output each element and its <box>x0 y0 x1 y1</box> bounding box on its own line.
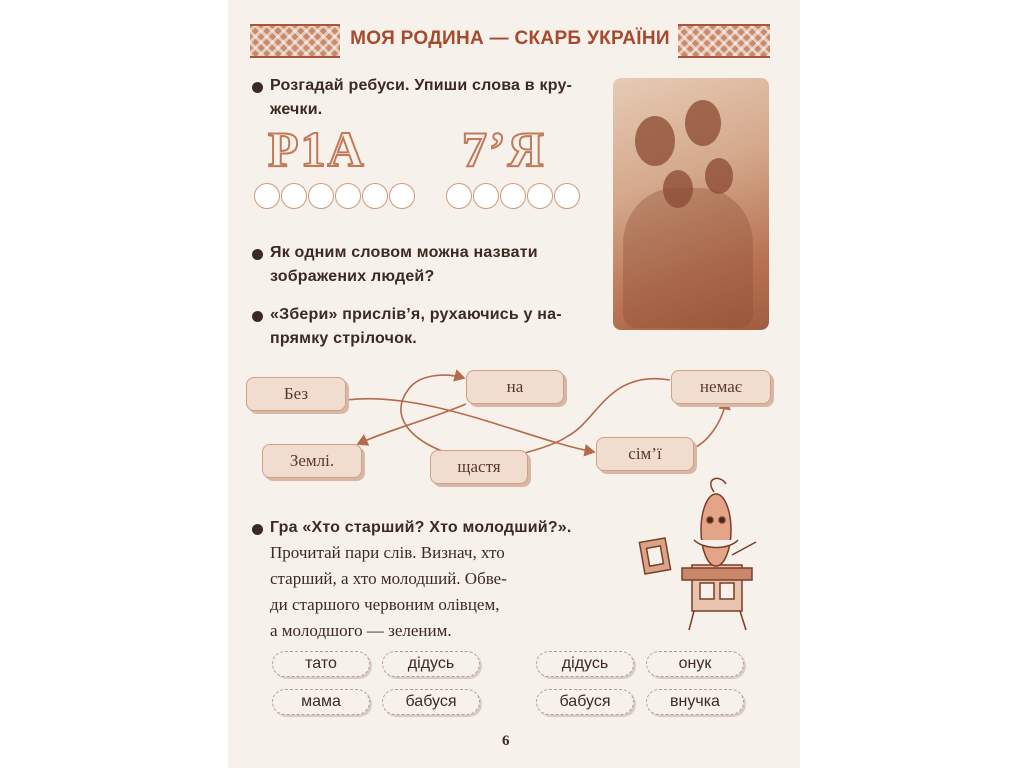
bullet-task2 <box>252 249 263 260</box>
pair-4-left[interactable]: бабуся <box>536 689 634 715</box>
task4-line: Прочитай пари слів. Визнач, хто <box>270 543 505 562</box>
task2-instruction <box>270 241 538 289</box>
pair-3-left[interactable]: дідусь <box>536 651 634 677</box>
rebus-1: Р1А <box>268 121 366 177</box>
page-number: 6 <box>502 733 510 749</box>
task3-instruction <box>270 303 562 351</box>
answer-circle[interactable] <box>389 183 415 209</box>
pair-4-right[interactable]: внучка <box>646 689 744 715</box>
task4-line: а молодшого — зеленим. <box>270 621 452 640</box>
bullet-task3 <box>252 311 263 322</box>
bullet-task4 <box>252 524 263 535</box>
bullet-task1 <box>252 82 263 93</box>
task3-line2: прямку стрілочок. <box>270 330 417 347</box>
answer-circle[interactable] <box>446 183 472 209</box>
task2-line2: зображених людей? <box>270 268 435 285</box>
word-shchastia[interactable]: щастя <box>430 450 528 484</box>
pair-1-right[interactable]: дідусь <box>382 651 480 677</box>
rebus-2-answer-circles[interactable] <box>446 183 580 209</box>
rebus-1-answer-circles[interactable] <box>254 183 415 209</box>
task4-line: ди старшого червоним олівцем, <box>270 595 500 614</box>
word-na[interactable]: на <box>466 370 564 404</box>
rebus-2: 7’Я <box>462 121 546 177</box>
answer-circle[interactable] <box>473 183 499 209</box>
page-title: МОЯ РОДИНА — СКАРБ УКРАЇНИ <box>350 28 670 49</box>
task4-line: старший, а хто молодший. Обве- <box>270 569 507 588</box>
task3-line1: «Збери» прислів’я, рухаючись у на- <box>270 306 562 323</box>
answer-circle[interactable] <box>335 183 361 209</box>
answer-circle[interactable] <box>281 183 307 209</box>
word-nemae[interactable]: немає <box>671 370 771 404</box>
task1-line1: Розгадай ребуси. Упиши слова в кру- <box>270 77 573 94</box>
pair-2-right[interactable]: бабуся <box>382 689 480 715</box>
task4-title: Гра «Хто старший? Хто молодший?». <box>270 519 572 536</box>
pair-1-left[interactable]: тато <box>272 651 370 677</box>
ornament-right <box>678 24 770 58</box>
answer-circle[interactable] <box>554 183 580 209</box>
task1-line2: жечки. <box>270 101 323 118</box>
word-zemli[interactable]: Землі. <box>262 444 362 478</box>
word-bez[interactable]: Без <box>246 377 346 411</box>
answer-circle[interactable] <box>362 183 388 209</box>
ornament-left <box>250 24 340 58</box>
task1-instruction <box>270 74 572 122</box>
word-simi[interactable]: сім’ї <box>596 437 694 471</box>
task4-text <box>270 540 600 644</box>
answer-circle[interactable] <box>254 183 280 209</box>
answer-circle[interactable] <box>500 183 526 209</box>
task2-line1: Як одним словом можна назвати <box>270 244 538 261</box>
cossack-illustration <box>634 470 764 635</box>
answer-circle[interactable] <box>527 183 553 209</box>
pair-2-left[interactable]: мама <box>272 689 370 715</box>
answer-circle[interactable] <box>308 183 334 209</box>
workbook-page <box>228 0 800 768</box>
family-photo <box>613 78 769 330</box>
pair-3-right[interactable]: онук <box>646 651 744 677</box>
